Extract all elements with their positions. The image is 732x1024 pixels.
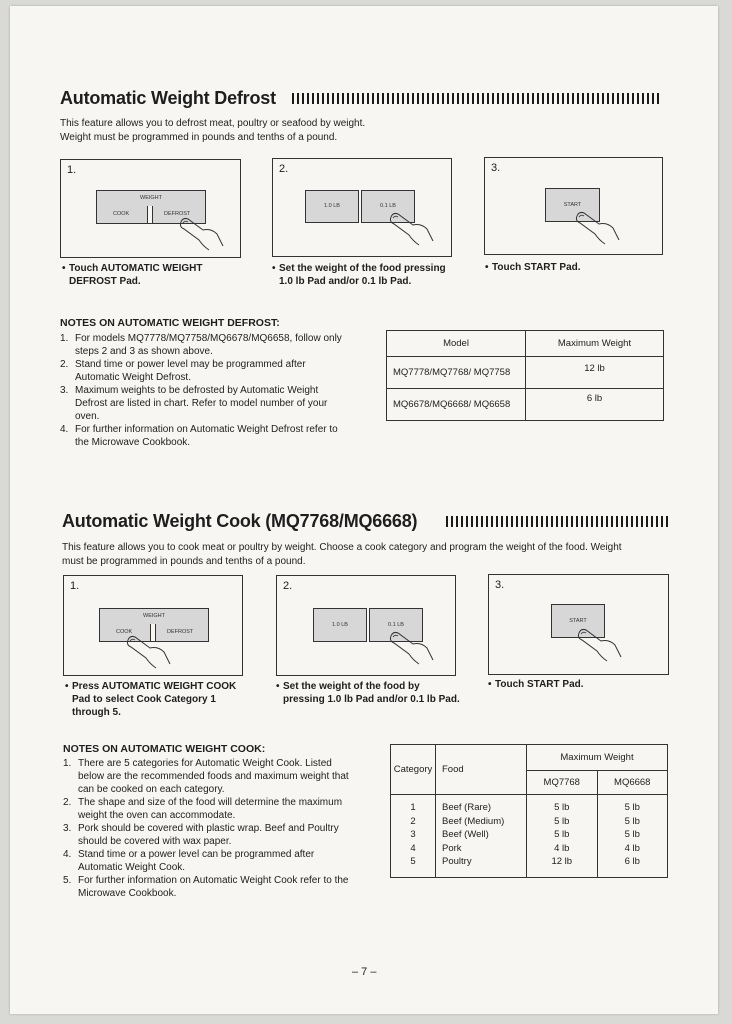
cook-step2-panel: [276, 575, 456, 676]
cook-step3-panel: [488, 574, 669, 675]
defrost-intro: This feature allows you to defrost meat, poultry or seafood by weight. Weight must be programmed in pounds and tenths of a pound.: [60, 118, 366, 143]
table-header: Food: [436, 745, 527, 795]
defrost-step2-panel: [272, 158, 452, 257]
step-number: 1.: [70, 580, 80, 592]
step-number: 3.: [491, 162, 501, 174]
start-pad-illustration: START: [545, 188, 600, 222]
weight-cook-pad-illustration: WEIGHT: [99, 608, 209, 642]
note-item: 3. Maximum weights to be defrosted by Automatic Weight Defrost are listed in chart. Refer to model number of your oven.: [60, 385, 328, 422]
pad-divider: [147, 206, 153, 223]
defrost-step3-caption: • Touch START Pad.: [485, 262, 581, 273]
note-item: 4. For further information on Automatic Weight Defrost refer to the Microwave Cookbook.: [60, 424, 338, 448]
title-rule: [292, 93, 662, 104]
cook-notes-list: [63, 757, 355, 900]
table-row: MQ7778/MQ7768/ MQ7758 12 lb: [387, 357, 664, 389]
finger-icon: [575, 210, 621, 246]
cook-notes-title: NOTES ON AUTOMATIC WEIGHT COOK:: [63, 743, 266, 755]
table-header: MQ6668: [597, 771, 668, 795]
table-header: MQ7768: [527, 771, 598, 795]
1-0-lb-pad-illustration: 1.0 LB: [305, 190, 359, 223]
step-number: 3.: [495, 579, 505, 591]
weight-defrost-pad-illustration: WEIGHT: [96, 190, 206, 224]
defrost-step3-panel: [484, 157, 663, 255]
step-number: 1.: [67, 164, 77, 176]
table-header: Model: [387, 331, 526, 357]
cook-step2-caption: • Set the weight of the food by pressing 1.0 lb Pad and/or 0.1 lb Pad.: [276, 681, 460, 705]
defrost-notes-list: [60, 332, 345, 449]
cook-intro: This feature allows you to cook meat or poultry by weight. Choose a cook category and program the weight of the food. Weight must be programmed in pounds and tenths of a pound.: [62, 542, 622, 567]
finger-icon: [389, 630, 435, 666]
cook-step3-caption: • Touch START Pad.: [488, 679, 584, 690]
table-header: Category: [391, 745, 436, 795]
cook-step1-panel: [63, 575, 243, 676]
defrost-step1-caption: • Touch AUTOMATIC WEIGHT DEFROST Pad.: [62, 263, 203, 287]
table-row: MQ6678/MQ6668/ MQ6658 6 lb: [387, 389, 664, 421]
cook-step1-caption: • Press AUTOMATIC WEIGHT COOK Pad to select Cook Category 1 through 5.: [65, 681, 237, 718]
note-item: 1. There are 5 categories for Automatic Weight Cook. Listed below are the recommended foods and maximum weight that can be cooked on each category.: [63, 758, 349, 795]
0-1-lb-pad-illustration: 0.1 LB: [369, 608, 423, 642]
finger-icon: [179, 216, 225, 252]
cook-max-weight-table: [390, 744, 668, 878]
note-item: 1. For models MQ7778/MQ7758/MQ6678/MQ6658, follow only steps 2 and 3 as shown above.: [60, 333, 342, 357]
cook-label: COOK: [113, 211, 130, 217]
cook-title: Automatic Weight Cook (MQ7768/MQ6668): [62, 511, 418, 531]
note-item: 5. For further information on Automatic Weight Cook refer to the Microwave Cookbook.: [63, 875, 349, 899]
table-header: Maximum Weight: [527, 745, 668, 771]
defrost-notes-title: NOTES ON AUTOMATIC WEIGHT DEFROST:: [60, 317, 280, 329]
defrost-label: DEFROST: [167, 629, 194, 635]
manual-page: [10, 6, 718, 1014]
defrost-step2-caption: • Set the weight of the food pressing 1.0 lb Pad and/or 0.1 lb Pad.: [272, 263, 446, 287]
finger-icon: [389, 211, 435, 247]
start-pad-illustration: START: [551, 604, 605, 638]
step-number: 2.: [283, 580, 293, 592]
defrost-label: DEFROST: [164, 211, 191, 217]
defrost-title: Automatic Weight Defrost: [60, 88, 276, 108]
step-number: 2.: [279, 163, 289, 175]
defrost-max-weight-table: [386, 330, 664, 421]
cook-label: COOK: [116, 629, 133, 635]
title-rule: [446, 516, 668, 527]
note-item: 4. Stand time or a power level can be programmed after Automatic Weight Cook.: [63, 849, 315, 873]
table-header: Maximum Weight: [526, 331, 664, 357]
table-body: 1 2 3 4 5 Beef (Rare) Beef (Medium) Beef (Well) Pork Poultry 5 lb 5 lb 5 lb 4 lb 12 lb 5 lb 5 lb 5 lb 4 lb 6 lb: [391, 795, 668, 878]
note-item: 2. The shape and size of the food will determine the maximum weight the oven can accommodate.: [63, 797, 343, 821]
defrost-step1-panel: [60, 159, 241, 258]
1-0-lb-pad-illustration: 1.0 LB: [313, 608, 367, 642]
note-item: 2. Stand time or power level may be programmed after Automatic Weight Defrost.: [60, 359, 306, 383]
note-item: 3. Pork should be covered with plastic wrap. Beef and Poultry should be covered with wax paper.: [63, 823, 339, 847]
finger-icon: [577, 627, 623, 663]
finger-icon: [126, 634, 172, 670]
page-number: – 7 –: [352, 966, 377, 978]
0-1-lb-pad-illustration: 0.1 LB: [361, 190, 415, 223]
